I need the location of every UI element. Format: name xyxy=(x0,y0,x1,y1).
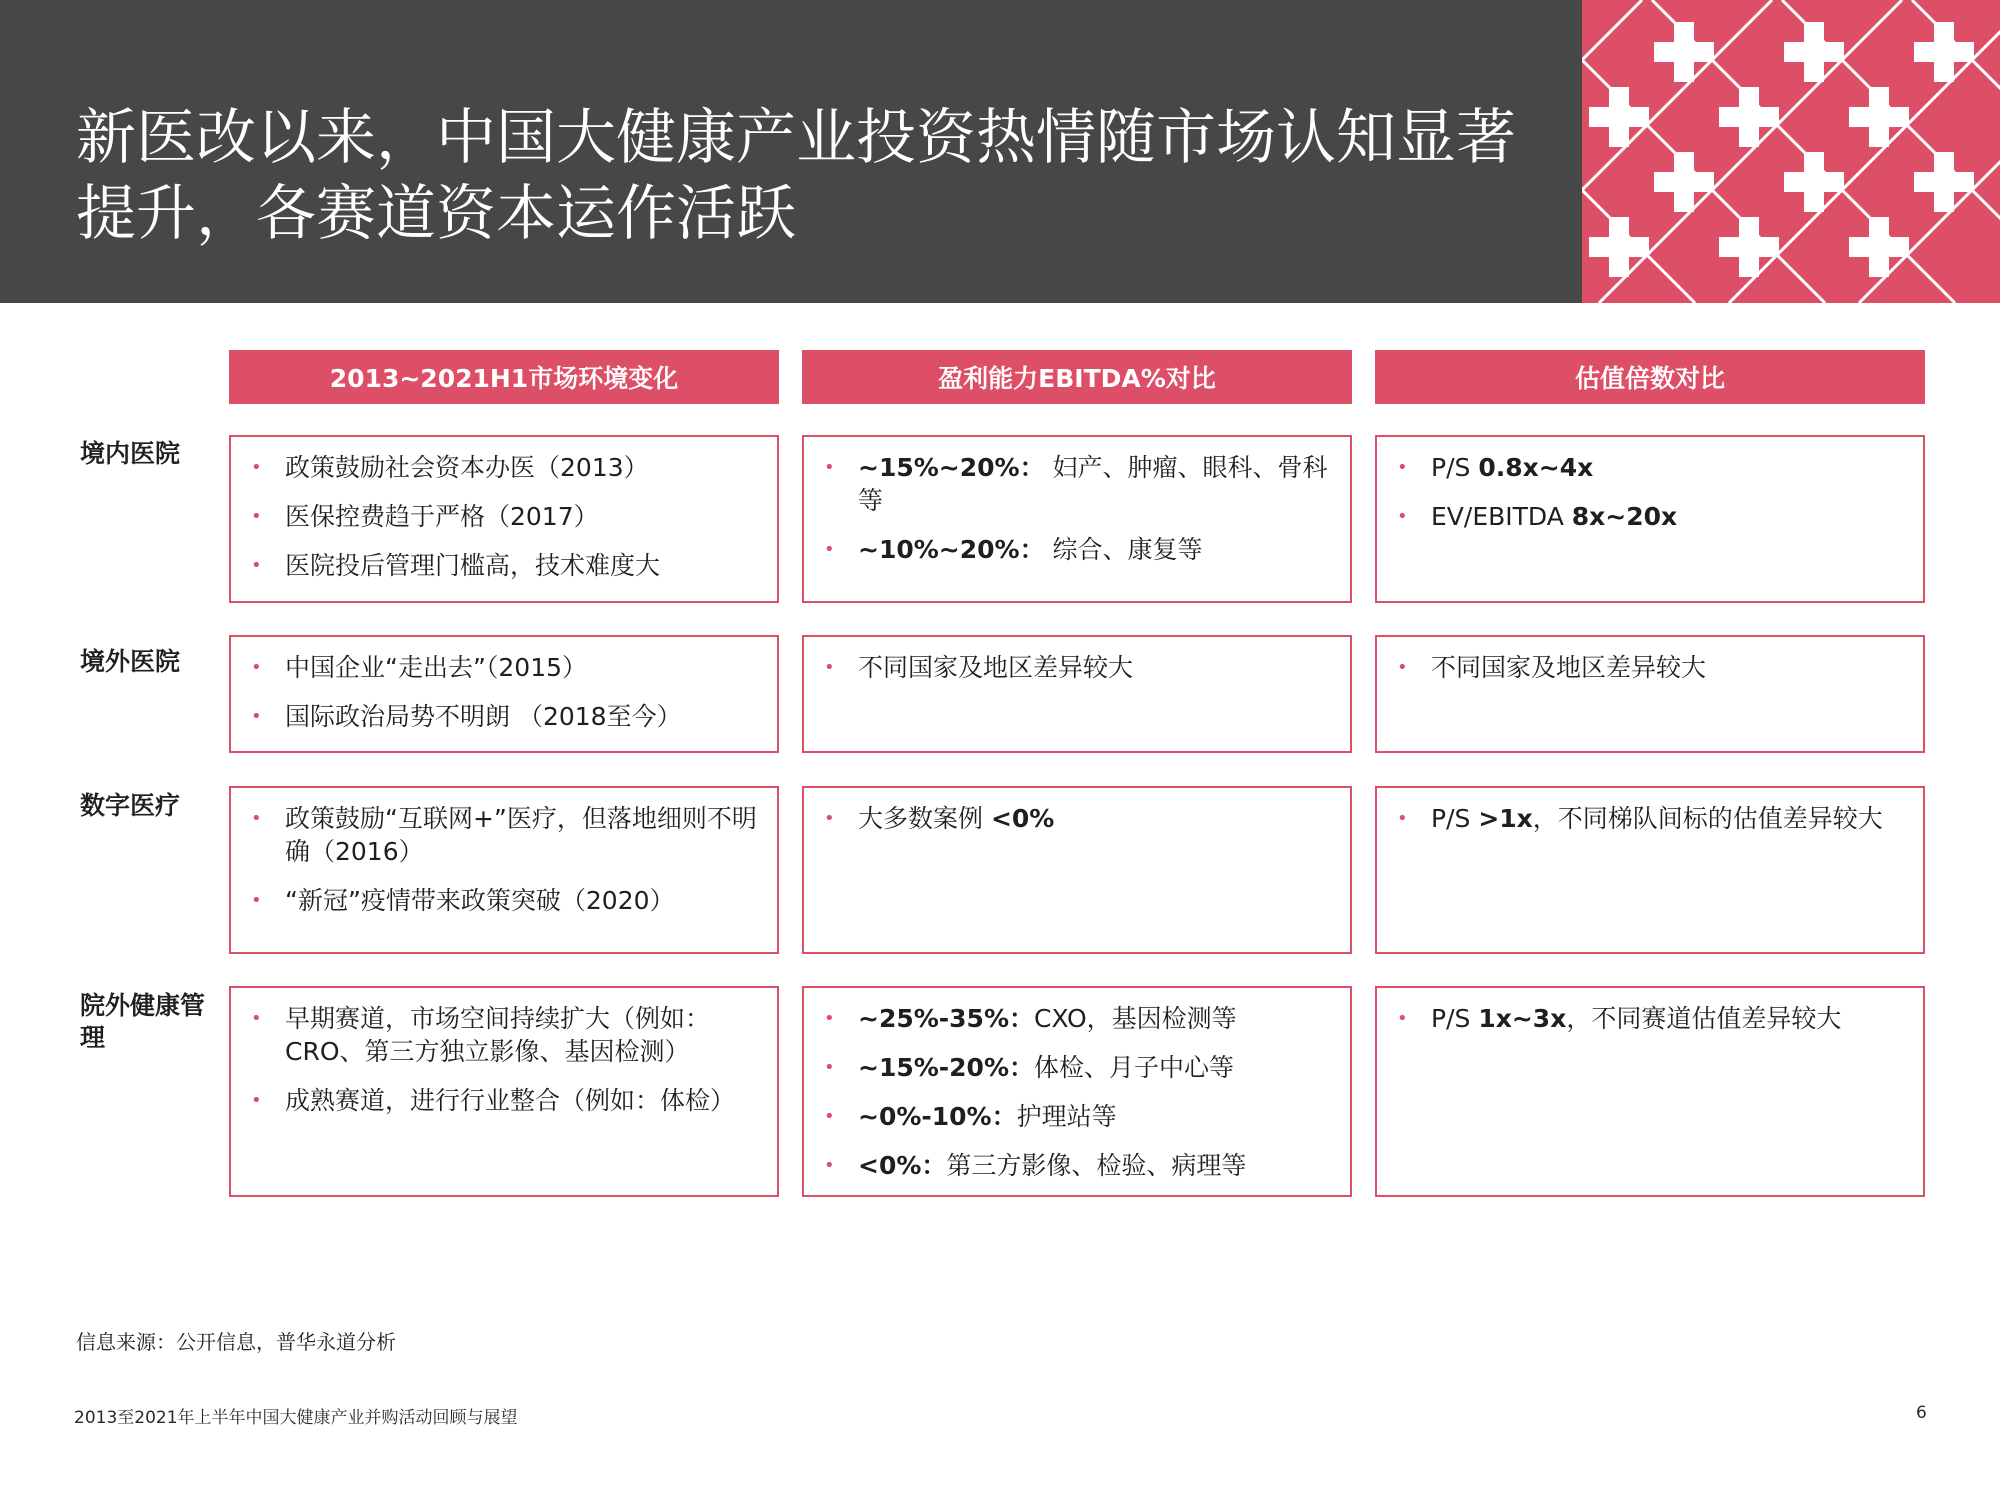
row-label-digital-health: 数字医疗 xyxy=(80,791,181,820)
bullet-list xyxy=(818,451,1338,566)
bullet-icon: • xyxy=(824,657,835,678)
bullet-icon: • xyxy=(1397,808,1408,829)
list-item: • 医院投后管理门槛高，技术难度大 xyxy=(251,551,661,580)
list-item: • 国际政治局势不明朗 （2018至今） xyxy=(251,702,682,731)
list-item: • P/S 1x~3x，不同赛道估值差异较大 xyxy=(1397,1004,1842,1033)
bullet-icon: • xyxy=(251,1090,262,1111)
list-item: • 医保控费趋于严格（2017） xyxy=(251,502,599,531)
bullet-list xyxy=(818,1002,1338,1182)
cell-outpatient-ebitda xyxy=(802,986,1352,1197)
bullet-icon: • xyxy=(1397,657,1408,678)
list-item: • 不同国家及地区差异较大 xyxy=(824,653,1134,682)
list-item: • 中国企业“走出去”（2015） xyxy=(251,653,588,682)
bullet-list xyxy=(245,802,765,917)
list-item: • 政策鼓励“互联网+”医疗，但落地细则不明确（2016） xyxy=(251,804,757,866)
list-item: • 成熟赛道，进行行业整合（例如：体检） xyxy=(251,1086,736,1115)
list-item: • ~10%~20%： 综合、康复等 xyxy=(824,535,1203,564)
footer-title: 2013至2021年上半年中国大健康产业并购活动回顾与展望 xyxy=(74,1408,518,1428)
list-item: • ~15%-20%：体检、月子中心等 xyxy=(824,1053,1235,1082)
bullet-icon: • xyxy=(251,890,262,911)
bullet-icon: • xyxy=(824,1008,835,1029)
bullet-icon: • xyxy=(251,1008,262,1029)
column-header-ebitda: 盈利能力EBITDA%对比 xyxy=(802,350,1352,404)
bullet-icon: • xyxy=(251,706,262,727)
list-item: • 大多数案例 <0% xyxy=(824,804,1055,833)
list-item: • ~25%-35%：CXO，基因检测等 xyxy=(824,1004,1237,1033)
bullet-icon: • xyxy=(251,808,262,829)
column-header-valuation: 估值倍数对比 xyxy=(1375,350,1925,404)
bullet-icon: • xyxy=(251,506,262,527)
cell-domestic-valuation xyxy=(1375,435,1925,603)
cell-domestic-ebitda xyxy=(802,435,1352,603)
source-note: 信息来源：公开信息，普华永道分析 xyxy=(76,1330,396,1354)
cell-digital-ebitda xyxy=(802,786,1352,954)
bullet-list xyxy=(818,651,1338,684)
bullet-list xyxy=(1391,802,1911,835)
list-item: • ~15%~20%： 妇产、肿瘤、眼科、骨科等 xyxy=(824,453,1328,515)
bullet-list xyxy=(245,1002,765,1117)
cell-digital-valuation xyxy=(1375,786,1925,954)
page-number: 6 xyxy=(1916,1403,1927,1423)
list-item: • 不同国家及地区差异较大 xyxy=(1397,653,1707,682)
bullet-icon: • xyxy=(824,457,835,478)
page-title: 新医改以来，中国大健康产业投资热情随市场认知显著提升，各赛道资本运作活跃 xyxy=(76,103,1516,249)
bullet-icon: • xyxy=(1397,457,1408,478)
cross-pattern xyxy=(1582,0,2000,303)
bullet-icon: • xyxy=(1397,506,1408,527)
cell-outpatient-market xyxy=(229,986,779,1197)
list-item: • EV/EBITDA 8x~20x xyxy=(1397,502,1678,531)
bullet-icon: • xyxy=(251,457,262,478)
bullet-icon: • xyxy=(251,555,262,576)
bullet-icon: • xyxy=(824,1057,835,1078)
list-item: • ~0%-10%：护理站等 xyxy=(824,1102,1117,1131)
cell-digital-market xyxy=(229,786,779,954)
bullet-icon: • xyxy=(251,657,262,678)
list-item: • “新冠”疫情带来政策突破（2020） xyxy=(251,886,675,915)
cell-overseas-valuation xyxy=(1375,635,1925,753)
bullet-icon: • xyxy=(824,1155,835,1176)
column-header-market: 2013~2021H1市场环境变化 xyxy=(229,350,779,404)
bullet-list xyxy=(1391,451,1911,533)
cell-overseas-ebitda xyxy=(802,635,1352,753)
cell-outpatient-valuation xyxy=(1375,986,1925,1197)
row-label-overseas-hospital: 境外医院 xyxy=(80,647,181,676)
bullet-icon: • xyxy=(1397,1008,1408,1029)
bullet-icon: • xyxy=(824,808,835,829)
bullet-icon: • xyxy=(824,1106,835,1127)
list-item: • 早期赛道，市场空间持续扩大（例如：CRO、第三方独立影像、基因检测） xyxy=(251,1004,711,1066)
list-item: • 政策鼓励社会资本办医（2013） xyxy=(251,453,649,482)
bullet-list xyxy=(1391,1002,1911,1035)
row-label-domestic-hospital: 境内医院 xyxy=(80,439,181,468)
row-label-out-of-hospital: 院外健康管理 xyxy=(80,991,206,1052)
bullet-list xyxy=(818,802,1338,835)
header-bar xyxy=(0,0,2000,303)
list-item: • P/S >1x，不同梯队间标的估值差异较大 xyxy=(1397,804,1883,833)
bullet-list xyxy=(1391,651,1911,684)
bullet-list xyxy=(245,651,765,733)
cell-domestic-market xyxy=(229,435,779,603)
cell-overseas-market xyxy=(229,635,779,753)
bullet-list xyxy=(245,451,765,582)
list-item: • <0%：第三方影像、检验、病理等 xyxy=(824,1151,1247,1180)
list-item: • P/S 0.8x~4x xyxy=(1397,453,1594,482)
bullet-icon: • xyxy=(824,539,835,560)
